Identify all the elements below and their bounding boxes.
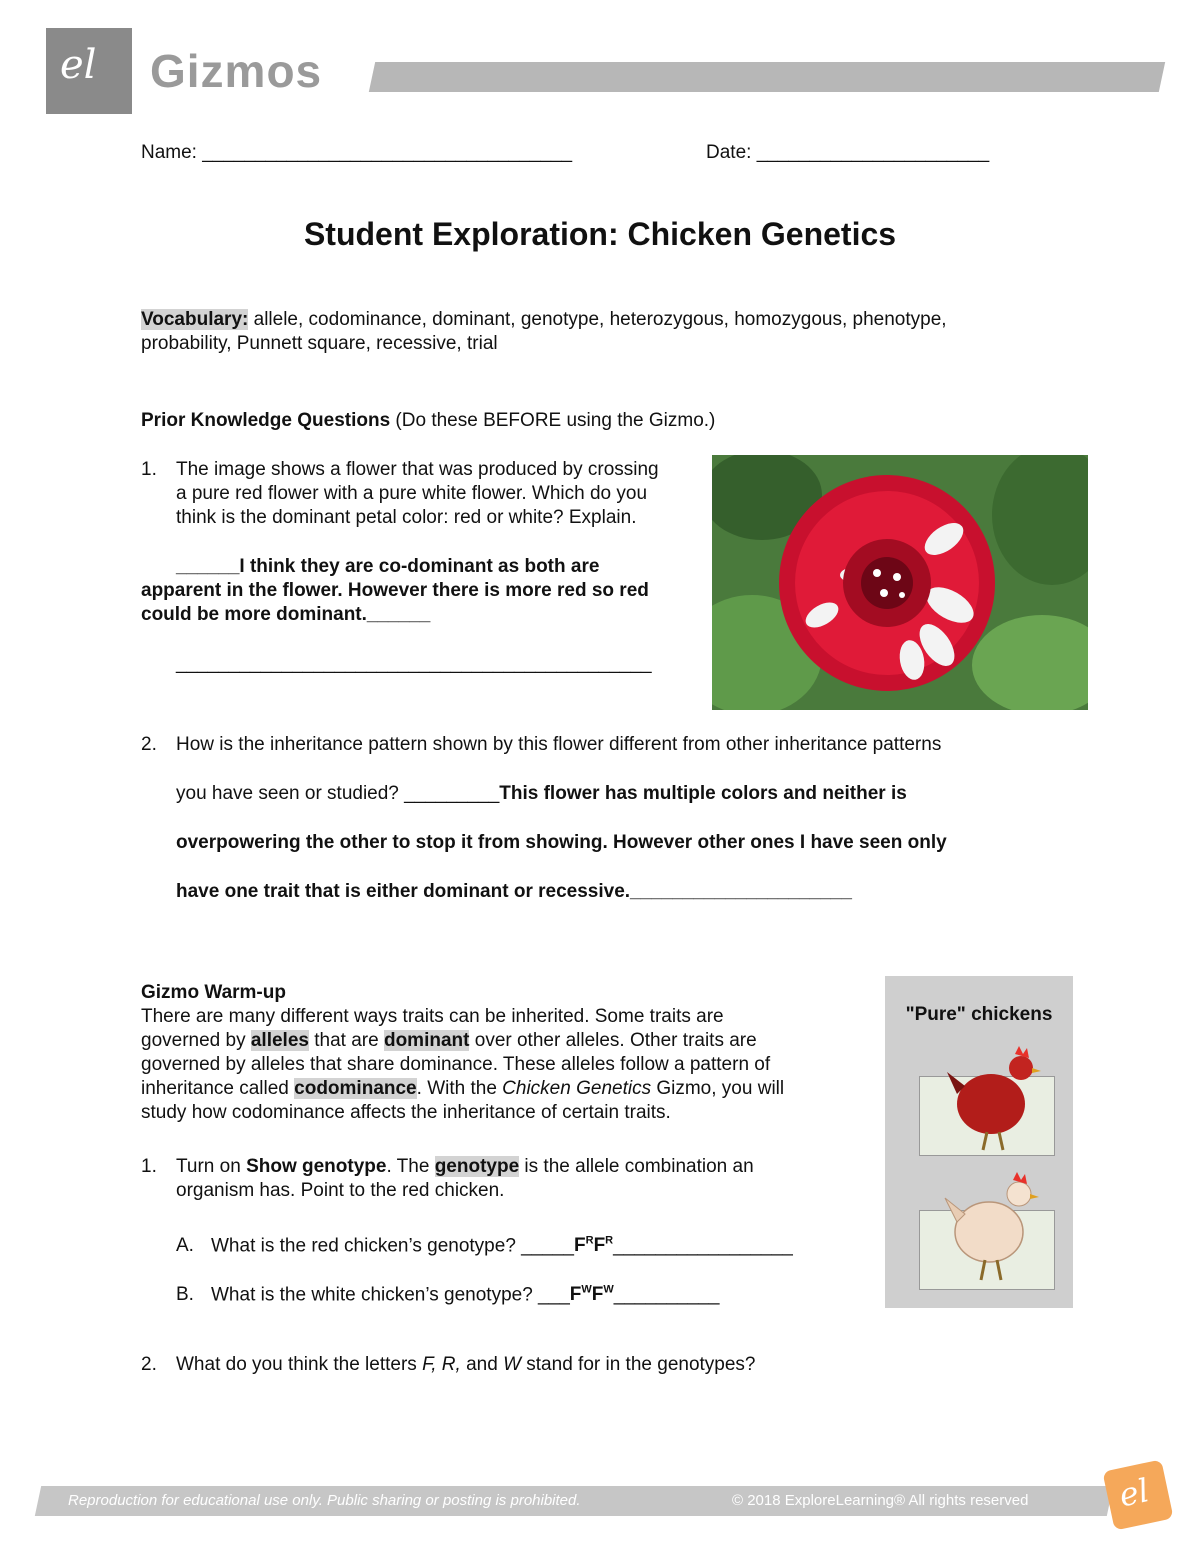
date-field[interactable]: Date: ______________________ <box>706 142 990 163</box>
footer-disclaimer: Reproduction for educational use only. Public sharing or posting is prohibited. <box>68 1492 581 1509</box>
warmup-text: over other alleles. Other traits are <box>469 1030 757 1051</box>
footer-logo <box>1102 1459 1173 1530</box>
term-dominant: dominant <box>383 1030 470 1051</box>
q2-line1: How is the inheritance pattern shown by this flower different from other inheritance patterns <box>176 734 942 755</box>
warmup-line4 <box>141 1077 881 1101</box>
q1-number: 1. <box>141 459 157 480</box>
warmup-q1-line2: organism has. Point to the red chicken. <box>176 1180 505 1201</box>
answer-a-blank[interactable]: _________________ <box>613 1235 793 1257</box>
question-a-letter: A. <box>176 1235 194 1257</box>
warmup-q2 <box>141 1353 756 1377</box>
warmup-q2-letters: F, R, <box>422 1354 461 1375</box>
question-b-letter: B. <box>176 1284 194 1306</box>
answer-b-blank[interactable]: __________ <box>613 1284 720 1306</box>
warmup-heading: Gizmo Warm-up <box>141 982 286 1003</box>
warmup-line3: governed by alleles that share dominance. These alleles follow a pattern of <box>141 1054 771 1075</box>
footer-copyright: © 2018 ExploreLearning® All rights reserved <box>732 1492 1029 1509</box>
white-chicken-icon[interactable] <box>943 1166 1043 1286</box>
q1-line2: a pure red flower with a pure white flower. Which do you <box>176 483 648 504</box>
warmup-q2-text: and <box>460 1354 504 1375</box>
prior-note: (Do these BEFORE using the Gizmo.) <box>390 410 716 431</box>
prior-heading-text: Prior Knowledge Questions <box>141 410 391 431</box>
question-a-text: What is the red chicken’s genotype? _____ <box>211 1235 574 1257</box>
warmup-text: that are <box>308 1030 384 1051</box>
gizmo-name: Chicken Genetics <box>502 1078 652 1099</box>
flower-image <box>712 455 1088 710</box>
q2-answer-line3[interactable]: have one trait that is either dominant or recessive._____________________ <box>176 881 852 902</box>
q2-block <box>141 733 1061 904</box>
question-b <box>176 1278 719 1307</box>
prior-heading <box>141 409 715 433</box>
term-alleles: alleles <box>250 1030 309 1051</box>
warmup-line5: study how codominance affects the inheritance of certain traits. <box>141 1102 671 1123</box>
q1-answer-line1[interactable]: ______I think they are co-dominant as both are <box>176 556 600 577</box>
answer-b[interactable]: $F^WF^W$ <box>569 1284 614 1306</box>
panel-title: "Pure" chickens <box>905 1004 1053 1025</box>
warmup-text: inheritance called <box>141 1078 295 1099</box>
warmup-q1 <box>141 1155 881 1203</box>
q1-blank-line[interactable]: _____________________________________________ <box>176 653 652 674</box>
pure-chickens-panel <box>885 976 1073 1308</box>
warmup-q1-text: is the allele combination an <box>519 1156 754 1177</box>
warmup-line2 <box>141 1029 881 1053</box>
q1-answer-line3[interactable]: could be more dominant.______ <box>141 604 431 625</box>
q1-block <box>141 458 716 676</box>
vocab-line2: probability, Punnett square, recessive, trial <box>141 333 498 354</box>
vocab-line1: allele, codominance, dominant, genotype, heterozygous, homozygous, phenotype, <box>248 309 947 330</box>
warmup-q1-text: . The <box>386 1156 435 1177</box>
q1-answer-line2[interactable]: apparent in the flower. However there is more red so red <box>141 580 649 601</box>
q2-answer-line1[interactable]: This flower has multiple colors and neither is <box>499 783 907 804</box>
q1-line3: think is the dominant petal color: red or white? Explain. <box>176 507 637 528</box>
warmup-text: . With the <box>416 1078 503 1099</box>
footer-logo-mark: el <box>1115 1471 1153 1515</box>
question-a <box>176 1229 793 1258</box>
red-chicken-icon[interactable] <box>945 1042 1045 1154</box>
warmup-q1-number: 1. <box>141 1156 157 1177</box>
warmup-q2-text: stand for in the genotypes? <box>521 1354 756 1375</box>
page-title: Student Exploration: Chicken Genetics <box>303 216 897 252</box>
term-codominance: codominance <box>294 1078 417 1099</box>
vocab-label: Vocabulary: <box>141 309 249 330</box>
warmup-q2-letter-w: W <box>503 1354 521 1375</box>
vocabulary <box>141 308 1081 356</box>
q1-line1: The image shows a flower that was produced by crossing <box>176 459 659 480</box>
name-field[interactable]: Name: ___________________________________ <box>141 142 573 163</box>
warmup-q2-number: 2. <box>141 1354 157 1375</box>
show-genotype-label: Show genotype <box>246 1156 387 1177</box>
explorelearning-logo <box>46 28 132 114</box>
warmup-text: governed by <box>141 1030 251 1051</box>
warmup-section <box>141 981 881 1125</box>
q2-answer-line2[interactable]: overpowering the other to stop it from showing. However other ones I have seen only <box>176 832 947 853</box>
question-b-text: What is the white chicken’s genotype? ___ <box>211 1284 570 1306</box>
term-genotype: genotype <box>434 1156 520 1177</box>
brand-name: Gizmos <box>150 45 323 97</box>
warmup-q1-text: Turn on <box>176 1156 247 1177</box>
q2-number: 2. <box>141 734 157 755</box>
logo-mark: el <box>60 42 97 88</box>
header-bar <box>369 62 1165 92</box>
q2-line2-prompt: you have seen or studied? _________ <box>176 783 500 804</box>
warmup-line1: There are many different ways traits can be inherited. Some traits are <box>141 1006 724 1027</box>
warmup-q2-text: What do you think the letters <box>176 1354 423 1375</box>
answer-a[interactable]: $F^RF^R$ <box>574 1235 614 1257</box>
warmup-text: Gizmo, you will <box>651 1078 785 1099</box>
